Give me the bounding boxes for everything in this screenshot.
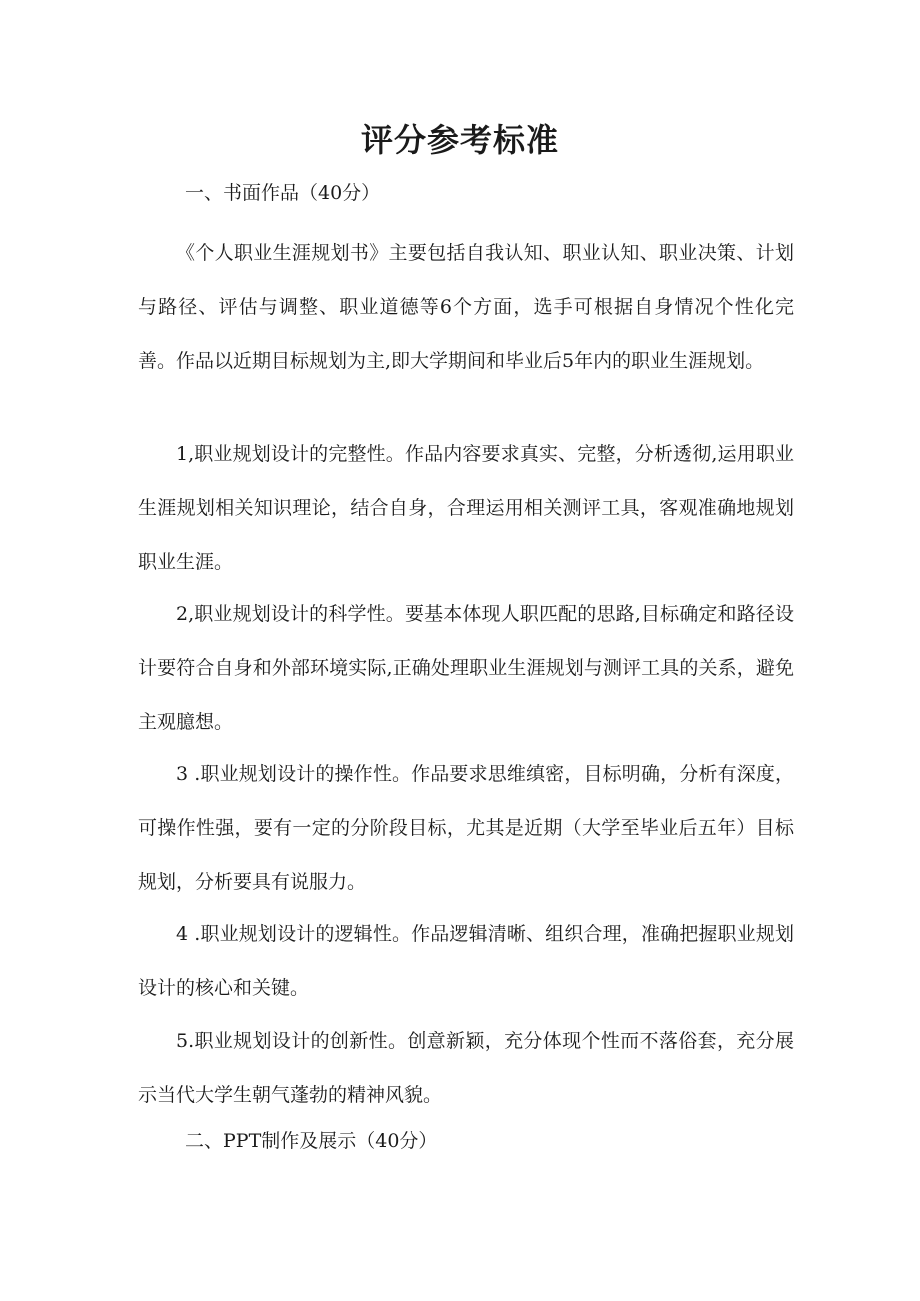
- section-heading-written-work: 一、书面作品（40分）: [185, 182, 381, 204]
- criterion-operability: 3 .职业规划设计的操作性。作品要求思维缜密，目标明确，分析有深度，可操作性强，要有一定的分阶段目标，尤其是近期（大学至毕业后五年）目标规划，分析要具有说服力。: [138, 763, 794, 893]
- section-heading-ppt: 二、PPT制作及展示（40分）: [185, 1130, 438, 1152]
- criterion-innovation: 5.职业规划设计的创新性。创意新颖，充分体现个性而不落俗套，充分展示当代大学生朝气蓬勃的精神风貌。: [138, 1030, 794, 1106]
- page-title: 评分参考标准: [360, 121, 559, 159]
- criterion-logic: 4 .职业规划设计的逻辑性。作品逻辑清晰、组织合理，准确把握职业规划设计的核心和关键。: [138, 923, 794, 999]
- criterion-completeness: 1,职业规划设计的完整性。作品内容要求真实、完整，分析透彻,运用职业生涯规划相关知识理论，结合自身，合理运用相关测评工具，客观准确地规划职业生涯。: [138, 443, 794, 573]
- section-intro-paragraph: 《个人职业生涯规划书》主要包括自我认知、职业认知、职业决策、计划与路径、评估与调整、职业道德等6个方面，选手可根据自身情况个性化完善。作品以近期目标规划为主,即大学期间和毕业后5年内的职业生涯规划。: [138, 242, 794, 372]
- criterion-scientific: 2,职业规划设计的科学性。要基本体现人职匹配的思路,目标确定和路径设计要符合自身和外部环境实际,正确处理职业生涯规划与测评工具的关系，避免主观臆想。: [138, 603, 794, 733]
